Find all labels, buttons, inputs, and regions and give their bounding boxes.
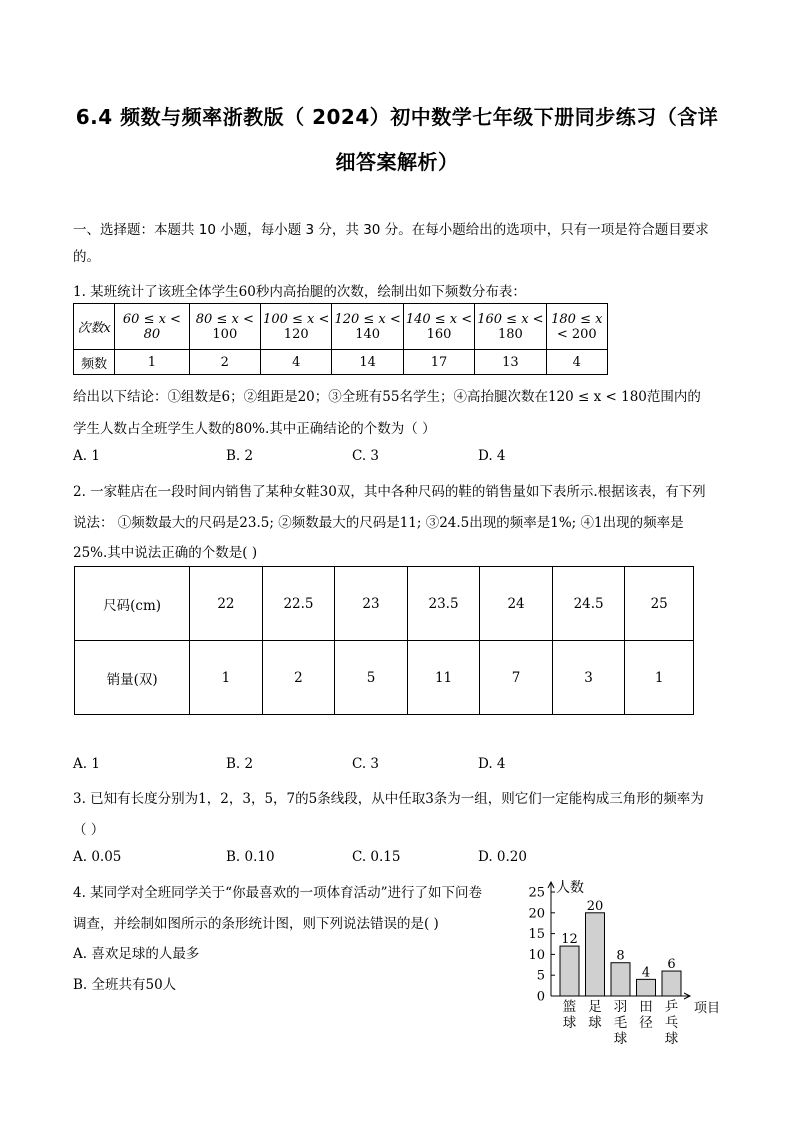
page-title-line1: 6.4 频数与频率浙教版（ 2024）初中数学七年级下册同步练习（含详 <box>75 105 719 129</box>
q2-option-b[interactable]: B. 2 <box>226 756 254 772</box>
q2-size-row <box>75 567 694 641</box>
q2-size-cell: 24.5 <box>552 567 625 641</box>
q2-size-cell: 23 <box>335 567 407 641</box>
category-label: 球 <box>588 1015 602 1031</box>
q1-freq-cell: 4 <box>546 350 607 375</box>
q1-freq-cell: 1 <box>115 350 189 375</box>
q1-option-b[interactable]: B. 2 <box>226 448 254 464</box>
section-header-line2: 的。 <box>73 249 100 265</box>
q1-interval-cell: 160 ≤ x < 180 <box>475 304 546 350</box>
q1-options <box>0 448 794 468</box>
bar-value-label: 12 <box>561 932 578 948</box>
q1-interval-row <box>74 304 608 350</box>
q3-line2: （ ） <box>73 822 105 838</box>
q1-interval-cell: 140 ≤ x < 160 <box>403 304 474 350</box>
q3-options <box>0 849 794 869</box>
y-tick-label: 20 <box>528 906 545 922</box>
category-label: 足 <box>588 999 602 1015</box>
q2-sales-row <box>75 641 694 715</box>
category-label: 球 <box>664 1031 679 1047</box>
q3-line1: 3. 已知有长度分别为1，2，3，5，7的5条线段，从中任取3条为一组，则它们一定能构成三角形的频率为 <box>73 791 704 807</box>
q1-option-a[interactable]: A. 1 <box>73 448 100 464</box>
x-axis-label: 项目 <box>694 1001 721 1016</box>
q3-option-b[interactable]: B. 0.10 <box>226 849 275 865</box>
category-label: 毛 <box>613 1015 628 1031</box>
q1-freq-cell: 2 <box>189 350 260 375</box>
q2-size-cell: 24 <box>480 567 552 641</box>
bar <box>560 946 579 996</box>
q4-line2: 调查，并绘制如图所示的条形统计图，则下列说法错误的是( ) <box>73 916 439 932</box>
q2-sales-cell: 3 <box>552 641 625 715</box>
category-label: 径 <box>639 1015 653 1031</box>
q1-conclusions-line1: 给出以下结论：①组数是6；②组距是20；③全班有55名学生；④高抬腿次数在120 ≤ x < 180范围内的 <box>73 389 701 405</box>
q2-option-c[interactable]: C. 3 <box>352 756 380 772</box>
page-title-line2: 细答案解析） <box>335 150 459 174</box>
q2-line2: 说法： ①频数最大的尺码是23.5; ②频数最大的尺码是11; ③24.5出现的频率是1%; ④1出现的频率是 <box>73 515 684 531</box>
bar-value-label: 4 <box>641 965 651 981</box>
q2-option-a[interactable]: A. 1 <box>73 756 100 772</box>
q2-sales-label: 销量(双) <box>75 641 190 715</box>
bar <box>611 963 630 996</box>
q2-line1: 2. 一家鞋店在一段时间内销售了某种女鞋30双，其中各种尺码的鞋的销售量如下表所示.根据该表，有下列 <box>73 484 706 500</box>
category-label: 球 <box>613 1031 628 1047</box>
q1-frequency-table <box>73 303 608 375</box>
q1-interval-cell: 100 ≤ x < 120 <box>261 304 332 350</box>
category-label: 羽 <box>613 999 628 1015</box>
q4-option-a[interactable]: A. 喜欢足球的人最多 <box>73 946 200 962</box>
category-label: 田 <box>639 999 653 1015</box>
y-tick-label: 15 <box>528 927 545 943</box>
bar-value-label: 8 <box>616 948 625 964</box>
q1-frequency-row <box>74 350 608 375</box>
bar <box>586 913 605 996</box>
q1-interval-cell: 120 ≤ x < 140 <box>332 304 403 350</box>
category-label: 篮 <box>562 999 577 1015</box>
y-tick-label: 10 <box>528 947 545 963</box>
q3-option-d[interactable]: D. 0.20 <box>478 849 527 865</box>
bar <box>662 971 681 996</box>
q2-sales-cell: 11 <box>407 641 480 715</box>
q2-sales-cell: 1 <box>190 641 262 715</box>
section-header-line1: 一、选择题：本题共 10 小题，每小题 3 分，共 30 分。在每小题给出的选项中，只有一项是符合题目要求 <box>73 222 709 238</box>
q4-line1: 4. 某同学对全班同学关于“你最喜欢的一项体育活动”进行了如下问卷 <box>73 885 482 901</box>
q2-sales-cell: 1 <box>625 641 694 715</box>
q2-sales-cell: 5 <box>335 641 407 715</box>
q1-freq-cell: 17 <box>403 350 474 375</box>
category-label: 球 <box>562 1015 577 1031</box>
bar-value-label: 6 <box>667 957 676 973</box>
q1-interval-cell: 180 ≤ x < 200 <box>546 304 607 350</box>
q1-stem: 1. 某班统计了该班全体学生60秒内高抬腿的次数，绘制出如下频数分布表： <box>73 284 526 300</box>
q1-freq-cell: 13 <box>475 350 546 375</box>
q2-size-label: 尺码(cm) <box>75 567 190 641</box>
q1-conclusions-line2: 学生人数占全班学生人数的80%.其中正确结论的个数为（ ） <box>73 421 436 437</box>
y-tick-label: 0 <box>536 989 545 1005</box>
q3-option-c[interactable]: C. 0.15 <box>352 849 401 865</box>
q2-size-cell: 25 <box>625 567 694 641</box>
q1-interval-cell: 80 ≤ x < 100 <box>189 304 260 350</box>
q2-sales-cell: 2 <box>262 641 335 715</box>
y-axis-label: 人数 <box>556 880 584 896</box>
y-tick-label: 25 <box>528 885 545 901</box>
q2-options <box>0 756 794 776</box>
q2-sales-cell: 7 <box>480 641 552 715</box>
category-label: 乒 <box>664 999 679 1015</box>
q1-option-c[interactable]: C. 3 <box>352 448 380 464</box>
category-label: 乓 <box>664 1015 679 1031</box>
q3-option-a[interactable]: A. 0.05 <box>73 849 122 865</box>
q1-header-label: 次数x <box>74 304 115 350</box>
q4-option-b[interactable]: B. 全班共有50人 <box>73 977 177 993</box>
q1-freq-cell: 14 <box>332 350 403 375</box>
y-tick-label: 5 <box>536 968 545 984</box>
q1-option-d[interactable]: D. 4 <box>478 448 506 464</box>
q2-sales-table <box>74 566 694 715</box>
q2-line3: 25%.其中说法正确的个数是( ) <box>73 545 258 561</box>
bar-value-label: 20 <box>586 898 604 914</box>
q1-freq-cell: 4 <box>261 350 332 375</box>
q2-option-d[interactable]: D. 4 <box>478 756 506 772</box>
q1-freq-label: 频数 <box>74 350 115 375</box>
bar <box>637 979 656 996</box>
q2-size-cell: 22 <box>190 567 262 641</box>
q1-interval-cell: 60 ≤ x < 80 <box>115 304 189 350</box>
q2-size-cell: 22.5 <box>262 567 335 641</box>
q4-bar-chart <box>520 870 730 1055</box>
q2-size-cell: 23.5 <box>407 567 480 641</box>
